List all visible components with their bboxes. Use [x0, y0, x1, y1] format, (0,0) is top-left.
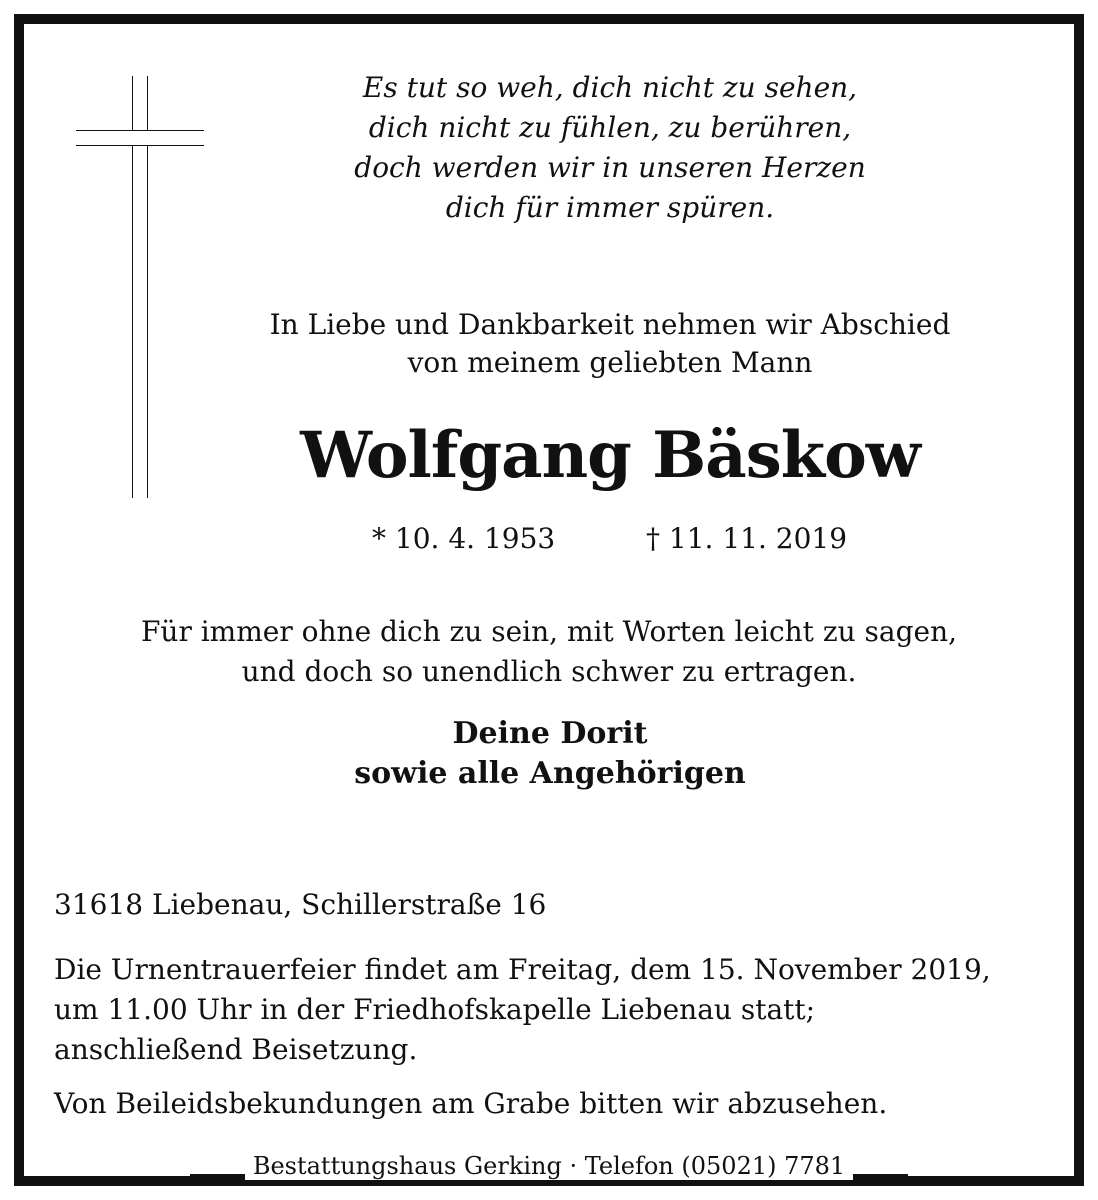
mourners	[160, 714, 940, 794]
poem-line: dich nicht zu fühlen, zu berühren,	[368, 111, 852, 144]
intro-line: In Liebe und Dankbarkeit nehmen wir Abschied	[269, 308, 951, 341]
poem	[300, 68, 920, 228]
deceased-name: Wolfgang Bäskow	[300, 418, 920, 493]
mourner-line: sowie alle Angehörigen	[354, 756, 746, 791]
verse	[60, 612, 1038, 692]
mourner-line: Deine Dorit	[452, 716, 648, 751]
poem-line: doch werden wir in unseren Herzen	[354, 151, 866, 184]
ceremony-line: Die Urnentrauerfeier findet am Freitag, dem 15. November 2019,	[54, 953, 991, 986]
condolence-note: Von Beileidsbekundungen am Grabe bitten wir abzusehen.	[54, 1087, 888, 1120]
ceremony-notice	[54, 950, 991, 1070]
address: 31618 Liebenau, Schillerstraße 16	[54, 888, 547, 921]
cross-icon	[76, 68, 204, 498]
ceremony-line: um 11.00 Uhr in der Friedhofskapelle Liebenau statt;	[54, 993, 816, 1026]
funeral-home-footer	[150, 1150, 948, 1186]
farewell-intro	[200, 306, 1020, 382]
poem-line: dich für immer spüren.	[445, 191, 775, 224]
ceremony-line: anschließend Beisetzung.	[54, 1033, 418, 1066]
verse-line: Für immer ohne dich zu sein, mit Worten leicht zu sagen,	[140, 615, 958, 648]
intro-line: von meinem geliebten Mann	[407, 346, 813, 379]
birth-date: * 10. 4. 1953	[372, 522, 556, 555]
death-date: † 11. 11. 2019	[646, 522, 848, 555]
poem-line: Es tut so weh, dich nicht zu sehen,	[362, 71, 858, 104]
funeral-home-contact: Bestattungshaus Gerking · Telefon (05021) 7781	[245, 1152, 853, 1180]
verse-line: und doch so unendlich schwer zu ertragen.	[241, 655, 857, 688]
